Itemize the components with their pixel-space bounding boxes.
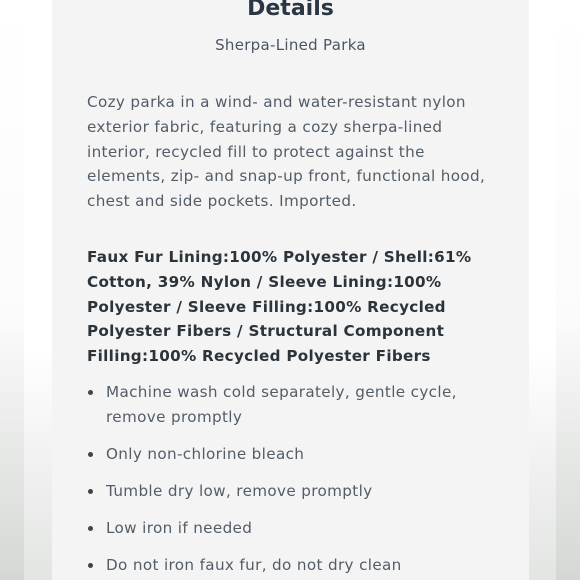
bullet-icon	[88, 390, 93, 395]
product-name: Sherpa-Lined Parka	[215, 36, 366, 54]
details-heading: Details	[247, 0, 334, 21]
care-item	[87, 442, 507, 467]
care-item-text: Only non-chlorine bleach	[106, 444, 305, 463]
details-card	[52, 0, 529, 580]
care-item-text: Machine wash cold separately, gentle cycle, remove promptly	[106, 383, 457, 426]
care-item	[87, 553, 507, 578]
care-instructions-list	[87, 380, 507, 580]
care-item	[87, 479, 507, 504]
care-item-text: Low iron if needed	[106, 519, 253, 538]
bullet-icon	[88, 563, 93, 568]
care-item-text: Do not iron faux fur, do not dry clean	[106, 556, 402, 575]
care-item	[87, 380, 507, 430]
materials-composition: Faux Fur Lining:100% Polyester / Shell:61% Cotton, 39% Nylon / Sleeve Lining:100% Polyester / Sleeve Filling:100% Recycled Polyester Fibers / Structural Component Filling:100% Recycled Polyester Fibers	[87, 248, 472, 366]
bullet-icon	[88, 489, 93, 494]
bullet-icon	[88, 452, 93, 457]
bullet-icon	[88, 526, 93, 531]
care-item-text: Tumble dry low, remove promptly	[106, 481, 373, 500]
care-item	[87, 516, 507, 541]
background-left-edge	[0, 0, 24, 580]
product-description: Cozy parka in a wind- and water-resistant nylon exterior fabric, featuring a cozy sherpa-lined interior, recycled fill to protect against the elements, zip- and snap-up front, functional hood, chest and side pockets. Imported.	[87, 93, 486, 211]
background-right-edge	[556, 0, 580, 580]
